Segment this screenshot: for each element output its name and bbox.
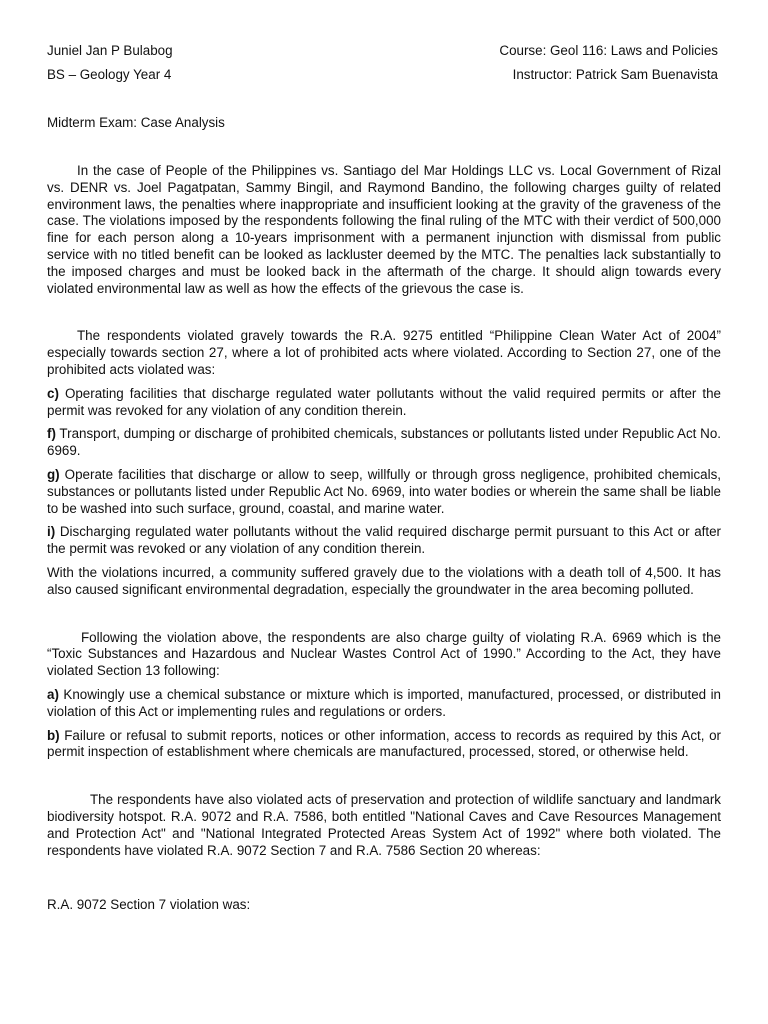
intro-paragraph: In the case of People of the Philippines vs. Santiago del Mar Holdings LLC vs. Local Government of Rizal vs. DENR vs. Joel Pagatpatan, Sammy Bingil, and Raymond Bandino, the following charges guilty of related environment laws, the penalties where inappropriate and insufficient looking at the gravity of the graveness of the case. The violations imposed by the respondents following the final ruling of the MTC with their verdict of 500,000 fine for each person along a 10-years imprisonment with a permanent injunction with dismissal from public service with no titled benefit can be looked as lackluster deemed by the MTC. The penalties lack substantially to the imposed charges and must be looked back in the aftermath of the charge. It should align towards every violated environmental law as well as how the effects of the grievous the case is. xyxy=(47,163,721,296)
item-text: Failure or refusal to submit reports, notices or other information, access to records as required by this Act, or permit inspection of establishment where chemicals are manufactured, processed, stored, or otherwise held. xyxy=(47,727,721,760)
exam-title: Midterm Exam: Case Analysis xyxy=(47,115,225,130)
student-name: Juniel Jan P Bulabog xyxy=(47,43,173,58)
ra9275-intro-paragraph: The respondents violated gravely towards the R.A. 9275 entitled “Philippine Clean Water Act of 2004” especially towards section 27, where a lot of prohibited acts where violated. According to Section 27, one of the prohibited acts violated was: xyxy=(47,328,721,377)
item-letter: i) xyxy=(47,524,56,540)
item-letter: c) xyxy=(47,385,59,401)
ra9275-item-g xyxy=(47,467,721,517)
course-info: Course: Geol 116: Laws and Policies xyxy=(499,43,718,58)
ra9275-item-i xyxy=(47,524,721,558)
item-text: Transport, dumping or discharge of prohibited chemicals, substances or pollutants listed under Republic Act No. 6969. xyxy=(47,426,721,459)
item-letter: a) xyxy=(47,686,59,702)
document-page xyxy=(47,42,721,914)
item-letter: f) xyxy=(47,426,56,442)
ra6969-item-b xyxy=(47,728,721,762)
ra9072-heading: R.A. 9072 Section 7 violation was: xyxy=(47,897,251,913)
item-text: Operate facilities that discharge or allow to seep, willfully or through gross negligence, prohibited chemicals, substances or pollutants listed under Republic Act No. 6969, into water bodies or wherein the same shall be liable to be washed into such surface, ground, coastal, and marine water. xyxy=(47,466,721,516)
ra6969-item-a xyxy=(47,687,721,721)
header-row-1 xyxy=(47,42,721,66)
ra9275-item-c xyxy=(47,386,721,420)
item-text: Knowingly use a chemical substance or mixture which is imported, manufactured, processed, or distributed in violation of this Act or implementing rules and regulations or orders. xyxy=(47,686,721,719)
item-text: Operating facilities that discharge regulated water pollutants without the valid required permits or after the permit was revoked for any violation of any condition therein. xyxy=(47,385,721,418)
item-letter: g) xyxy=(47,466,60,482)
ra9275-effects-paragraph: With the violations incurred, a community suffered gravely due to the violations with a death toll of 4,500. It has also caused significant environmental degradation, especially the groundwater in the area becoming polluted. xyxy=(47,564,721,597)
ra9275-item-f xyxy=(47,426,721,460)
ra6969-intro-paragraph: Following the violation above, the respondents are also charge guilty of violating R.A. 6969 which is the “Toxic Substances and Hazardous and Nuclear Wastes Control Act of 1990.” According to the Act, they have violated Section 13 following: xyxy=(47,629,721,679)
item-text: Discharging regulated water pollutants without the valid required discharge permit pursuant to this Act or after the permit was revoked or any violation of any condition therein. xyxy=(47,524,721,557)
item-letter: b) xyxy=(47,727,60,743)
program-info: BS – Geology Year 4 xyxy=(47,67,172,82)
instructor-info: Instructor: Patrick Sam Buenavista xyxy=(512,67,718,82)
header-row-2 xyxy=(47,66,721,90)
wildlife-intro-paragraph: The respondents have also violated acts of preservation and protection of wildlife sanctuary and landmark biodiversity hotspot. R.A. 9072 and R.A. 7586, both entitled "National Caves and Cave Resources Management and Protection Act" and "National Integrated Protected Areas System Act of 1992" where both violated. The respondents have violated R.A. 9072 Section 7 and R.A. 7586 Section 20 whereas: xyxy=(47,792,721,858)
